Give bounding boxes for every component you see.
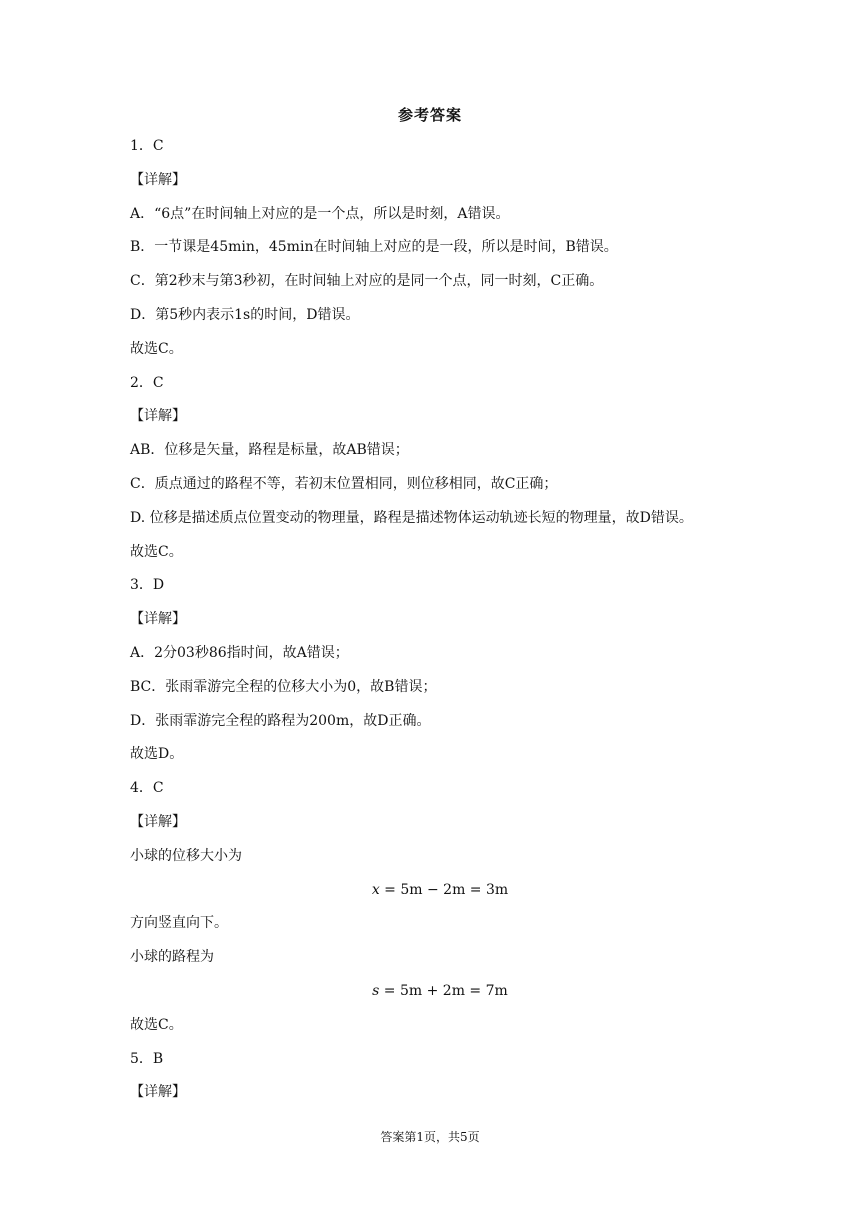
detail-label: 【详解】 xyxy=(130,813,186,830)
answer-line: A．2分03秒86指时间，故A错误； xyxy=(130,644,349,661)
formula-expression: = 5m − 2m = 3m xyxy=(379,881,509,898)
answer-conclusion: 故选C。 xyxy=(130,1016,183,1033)
answer-line: 方向竖直向下。 xyxy=(130,915,228,932)
answer-line: D．第5秒内表示1s的时间，D错误。 xyxy=(130,306,360,323)
formula-expression: = 5m + 2m = 7m xyxy=(379,982,508,999)
formula-variable: x xyxy=(371,881,380,898)
answer-heading-4: 4．C xyxy=(130,780,164,797)
displacement-formula xyxy=(130,874,750,908)
answer-heading-2: 2．C xyxy=(130,374,164,391)
detail-label: 【详解】 xyxy=(130,611,186,628)
answer-conclusion: 故选D。 xyxy=(130,746,184,763)
answer-conclusion: 故选C。 xyxy=(130,543,183,560)
distance-formula xyxy=(130,975,750,1009)
answer-line: B．一节课是45min，45min在时间轴上对应的是一段，所以是时间，B错误。 xyxy=(130,239,618,256)
answer-line: D. 位移是描述质点位置变动的物理量，路程是描述物体运动轨迹长短的物理量，故D错误。 xyxy=(130,509,693,526)
answer-heading-3: 3．D xyxy=(130,577,165,594)
answer-line: A．“6点”在时间轴上对应的是一个点，所以是时刻，A错误。 xyxy=(130,205,510,222)
answer-line: D．张雨霏游完全程的路程为200m，故D正确。 xyxy=(130,712,431,729)
answer-line: 小球的位移大小为 xyxy=(130,847,242,864)
formula-variable: s xyxy=(372,982,380,999)
detail-label: 【详解】 xyxy=(130,171,186,188)
answer-line: C．第2秒末与第3秒初，在时间轴上对应的是同一个点，同一时刻，C正确。 xyxy=(130,273,604,290)
answer-heading-5: 5．B xyxy=(130,1050,164,1067)
answer-line: 小球的路程为 xyxy=(130,949,214,966)
answer-conclusion: 故选C。 xyxy=(130,340,183,357)
detail-label: 【详解】 xyxy=(130,1084,186,1101)
answer-content xyxy=(130,130,750,1110)
answer-line: AB．位移是矢量，路程是标量，故AB错误； xyxy=(130,442,409,459)
page-title: 参考答案 xyxy=(397,106,462,124)
answer-heading-1: 1．C xyxy=(130,138,164,154)
page-footer: 答案第1页，共5页 xyxy=(380,1130,480,1144)
answer-line: BC．张雨霏游完全程的位移大小为0，故B错误； xyxy=(130,678,437,695)
answer-line: C．质点通过的路程不等，若初末位置相同，则位移相同，故C正确； xyxy=(130,475,558,492)
detail-label: 【详解】 xyxy=(130,408,186,425)
